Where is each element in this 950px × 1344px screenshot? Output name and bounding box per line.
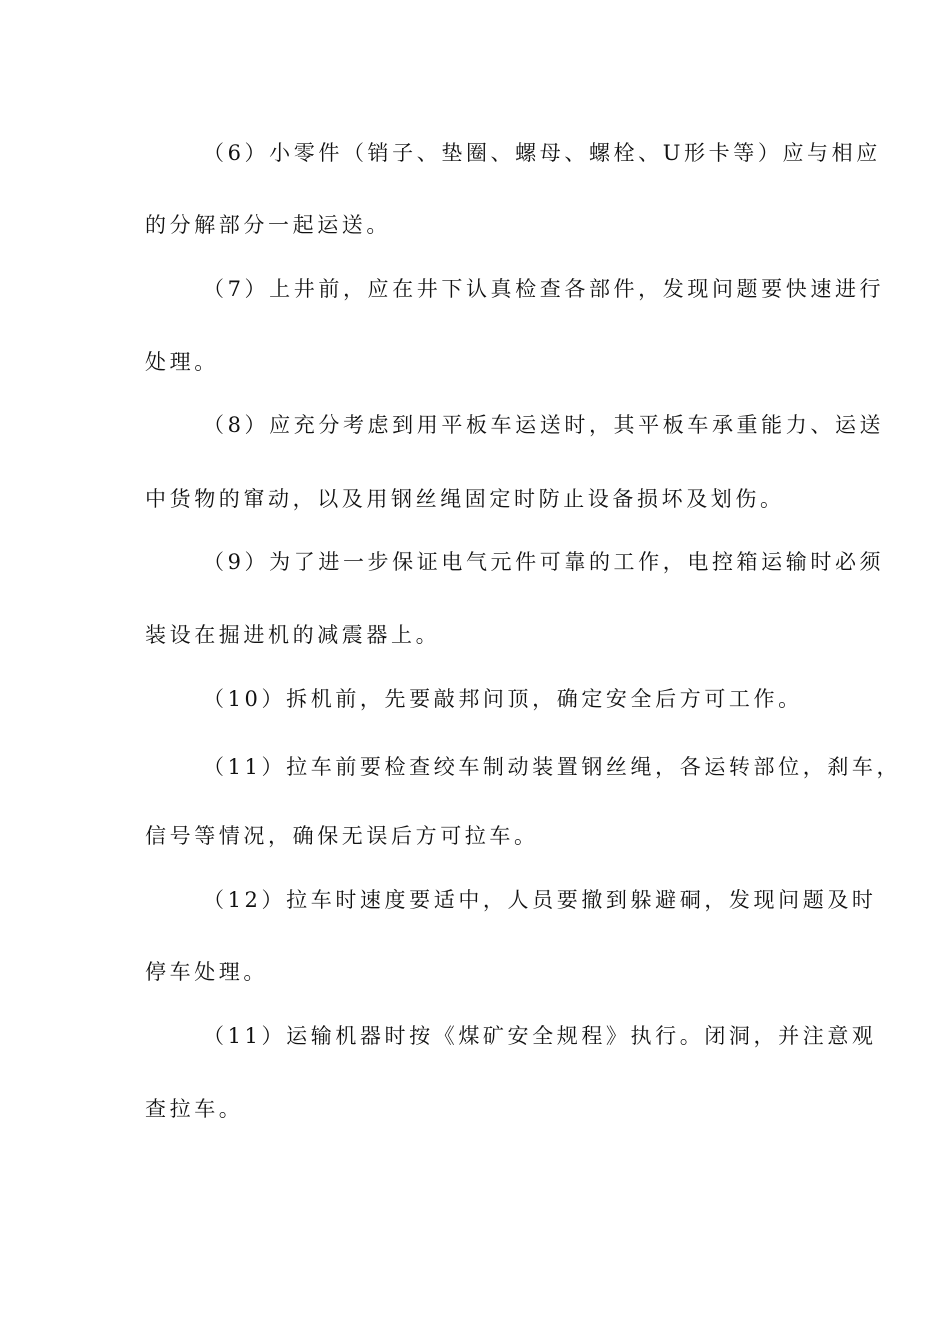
paragraph-7-line-1: （7）上井前，应在井下认真检查各部件，发现问题要快速进行 — [203, 277, 885, 301]
paragraph-9-line-2: 装设在掘进机的减震器上。 — [145, 623, 441, 647]
paragraph-10-line-1: （10）拆机前，先要敲邦问顶，确定安全后方可工作。 — [203, 687, 803, 711]
paragraph-11-line-1: （11）拉车前要检查绞车制动装置钢丝绳，各运转部位，刹车， — [203, 755, 902, 779]
paragraph-12-line-1: （12）拉车时速度要适中，人员要撤到躲避硐，发现问题及时 — [203, 888, 877, 912]
paragraph-9-line-1: （9）为了进一步保证电气元件可靠的工作，电控箱运输时必须 — [203, 550, 885, 574]
paragraph-11b-line-1: （11）运输机器时按《煤矿安全规程》执行。闭洞，并注意观 — [203, 1024, 877, 1048]
paragraph-11-line-2: 信号等情况，确保无误后方可拉车。 — [145, 824, 539, 848]
paragraph-11b-line-2: 查拉车。 — [145, 1097, 244, 1121]
paragraph-7-line-2: 处理。 — [145, 350, 219, 374]
paragraph-8-line-2: 中货物的窜动，以及用钢丝绳固定时防止设备损坏及划伤。 — [145, 487, 785, 511]
paragraph-8-line-1: （8）应充分考虑到用平板车运送时，其平板车承重能力、运送 — [203, 413, 885, 437]
paragraph-12-line-2: 停车处理。 — [145, 960, 268, 984]
paragraph-6-line-2: 的分解部分一起运送。 — [145, 213, 391, 237]
paragraph-6-line-1: （6）小零件（销子、垫圈、螺母、螺栓、U形卡等）应与相应 — [203, 141, 881, 165]
